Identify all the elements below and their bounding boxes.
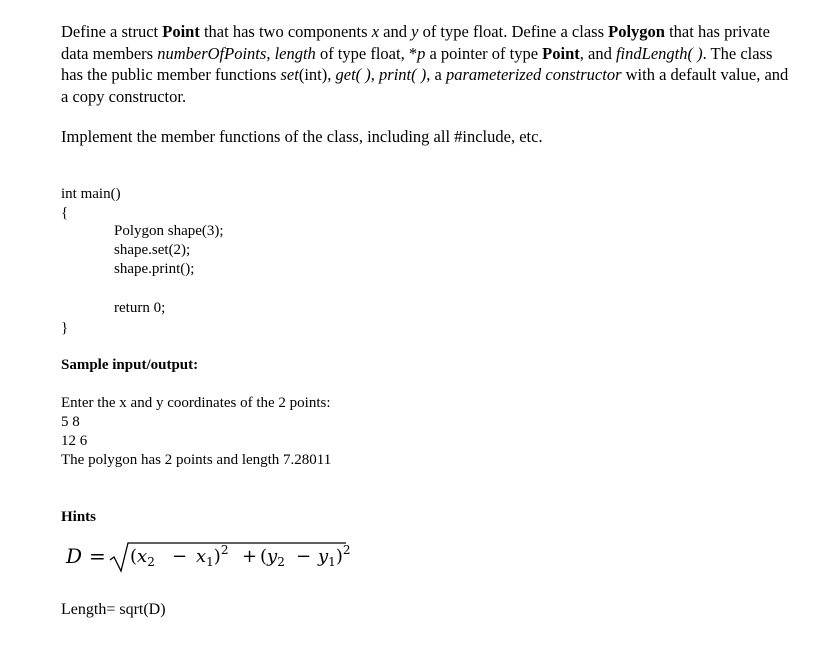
func-set: set xyxy=(280,65,299,84)
formula-term-2 xyxy=(196,543,229,569)
member-findlength: findLength( ) xyxy=(615,43,703,63)
text-span: that has two components xyxy=(199,22,372,41)
paren: ) xyxy=(213,546,221,567)
member-length: length xyxy=(274,43,316,63)
text-span: that has private data members xyxy=(61,22,770,63)
text-span: , and xyxy=(579,43,616,63)
subscript: 1 xyxy=(328,555,336,569)
text-span: , a xyxy=(426,65,446,84)
sample-line-prompt: Enter the x and y coordinates of the 2 points: xyxy=(61,395,331,411)
var-y1: y xyxy=(318,546,329,567)
text-span: of type float. Define a class xyxy=(418,22,609,41)
code-line-set: shape.set(2); xyxy=(114,242,191,258)
formula-term-1 xyxy=(130,546,155,567)
text-span: , xyxy=(266,43,275,63)
var-x2: x xyxy=(137,546,148,567)
code-line-print: shape.print(); xyxy=(114,261,195,277)
sample-line-input-2: 12 6 xyxy=(61,433,88,449)
subscript: 2 xyxy=(147,555,155,569)
func-print: print( ) xyxy=(379,65,427,84)
formula-minus-1: − xyxy=(172,546,188,567)
code-line-main: int main() xyxy=(61,186,121,202)
sample-line-output: The polygon has 2 points and length 7.28011 xyxy=(61,452,332,468)
formula-minus-2: − xyxy=(296,546,312,567)
text-span: , xyxy=(370,65,380,84)
formula-equals: = xyxy=(89,544,106,568)
var-x1: x xyxy=(196,546,207,567)
text-span: with a default value, and a copy constructor. xyxy=(61,65,789,106)
formula-lhs: D xyxy=(66,544,83,568)
var-y: y xyxy=(411,22,419,41)
sample-line-input-1: 5 8 xyxy=(61,414,80,430)
paren: ) xyxy=(335,546,343,567)
parameterized-constructor: parameterized constructor xyxy=(445,65,622,84)
hints-heading: Hints xyxy=(61,509,97,525)
formula-term-3 xyxy=(260,546,285,567)
code-line-polygon: Polygon shape(3); xyxy=(114,223,224,239)
paren: ( xyxy=(130,546,138,567)
code-line-open-brace: { xyxy=(61,205,69,221)
text-span: Define a struct xyxy=(61,22,163,41)
subscript: 2 xyxy=(277,555,285,569)
formula-plus: + xyxy=(242,546,258,567)
keyword-point-2: Point xyxy=(542,43,580,63)
text-span: of type float, * xyxy=(315,43,418,63)
var-y2: y xyxy=(267,546,278,567)
problem-paragraph-2: Implement the member functions of the class, including all #include, etc. xyxy=(61,127,543,146)
text-span: (int), xyxy=(298,65,336,84)
distance-formula xyxy=(66,540,366,574)
superscript: 2 xyxy=(220,543,229,557)
subscript: 1 xyxy=(206,555,214,569)
paren: ( xyxy=(260,546,268,567)
var-x: x xyxy=(371,22,380,41)
func-get: get( ) xyxy=(335,65,371,84)
member-numberofpoints: numberOfPoints xyxy=(157,43,267,63)
text-span: and xyxy=(379,22,412,41)
problem-paragraph-1 xyxy=(61,21,791,107)
code-line-return: return 0; xyxy=(114,300,166,316)
formula-term-4 xyxy=(318,543,351,569)
keyword-polygon: Polygon xyxy=(608,22,665,41)
length-hint: Length= sqrt(D) xyxy=(61,601,166,618)
member-p: p xyxy=(417,43,426,63)
text-span: . The class has the public member functions xyxy=(61,43,773,84)
text-span: a pointer of type xyxy=(425,43,543,63)
superscript: 2 xyxy=(342,543,351,557)
code-line-close-brace: } xyxy=(61,320,69,336)
keyword-point: Point xyxy=(162,22,200,41)
sample-heading: Sample input/output: xyxy=(61,357,199,373)
